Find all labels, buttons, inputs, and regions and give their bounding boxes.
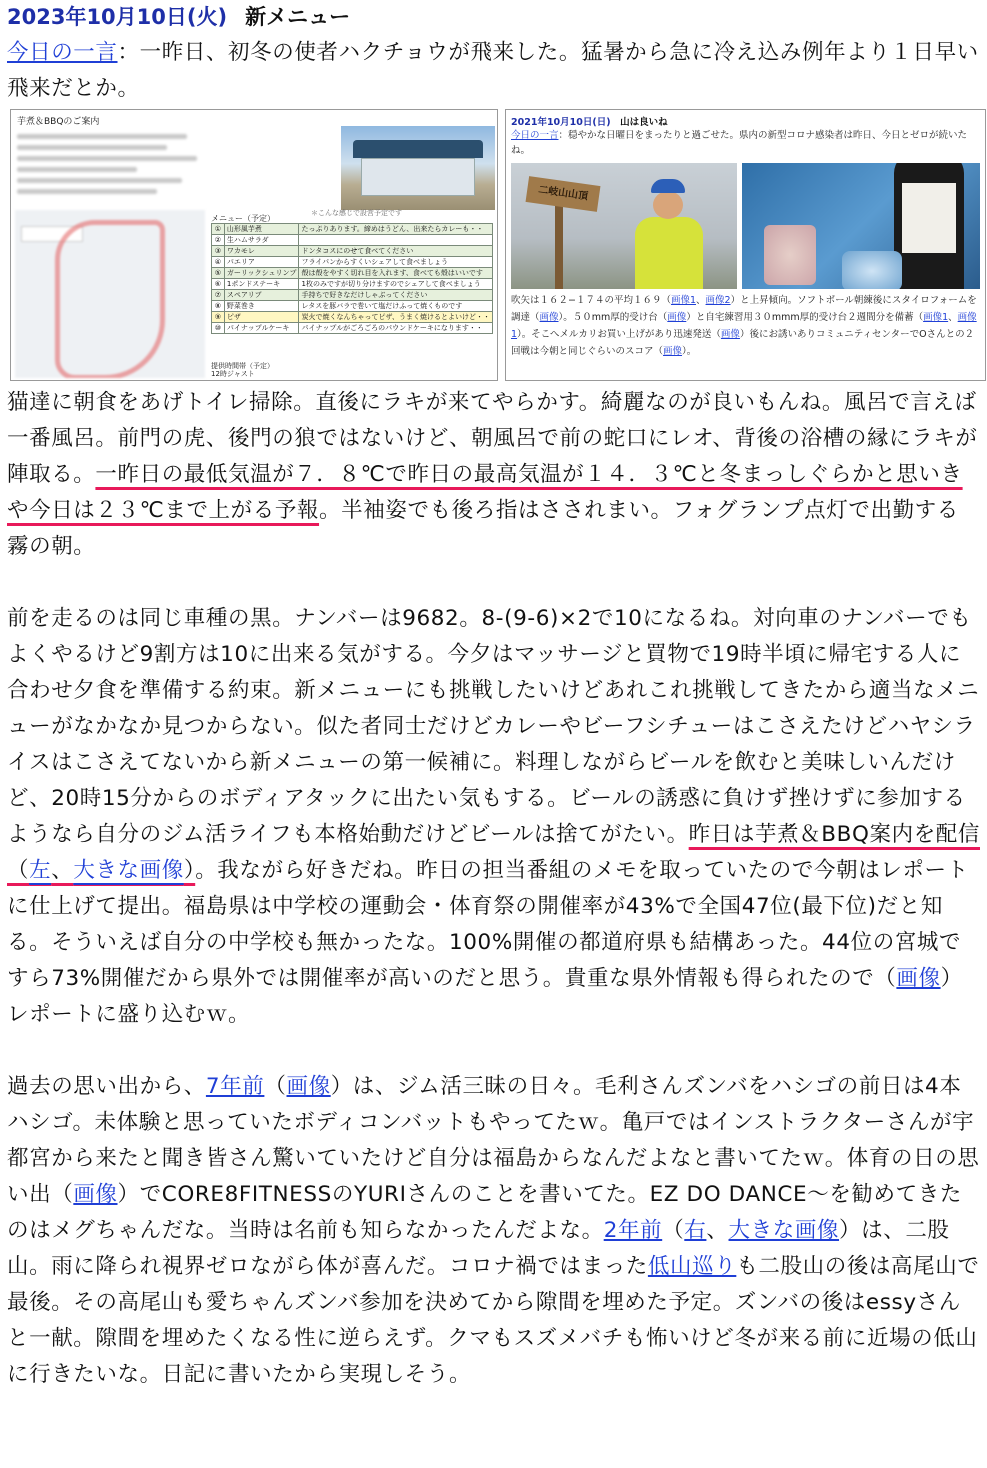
setup-note: ＊こんな感じで設営予定です	[311, 209, 402, 217]
paragraph-commute: 前を走るのは同じ車種の黒。ナンバーは9682。8-(9-6)×2で10になるね。対向車のナンバーでもよくやるけど9割方は10に出来る気がする。今夕はマッサージと買物で19時半頃に帰宅する人に合わせ夕食を準備する約束。新メニューにも挑戦したいけどあれこれ挑戦してきたから適当なメニューがなかなか見つからない。似た者同士だけどカレーやビーフシチューはこさえたけどハヤシライスはこさえてないから新メニューの第一候補に。料理しながらビールを飲むと美味しいんだけど、20時15分からのボディアタックに出たい気もする。ビールの誘惑に負けず挫けずに参加するようなら自分のジム活ライフも本格始動だけどビールは捨てがたい。昨日は芋煮＆BBQ案内を配信（左、大きな画像）。我ながら好きだね。昨日の担当番組のメモを取っていたので今朝はレポートに仕上げて提出。福島県は中学校の運動会・体育祭の開催率が43%で全国47位(最下位)だと知る。そういえば自分の中学校も無かったな。100%開催の都道府県も結構あった。44位の宮城ですら73%開催だから県外では開催率が高いのだと思う。貴重な県外情報も得られたので（画像）レポートに盛り込むｗ。	[7, 606, 980, 1027]
tent-photo	[341, 126, 495, 210]
entry-date: 2023年10月10日(火)	[7, 5, 228, 29]
serving-time: 提供時間帯（予定） 12時ジャスト	[211, 362, 274, 378]
intro-paragraph	[7, 35, 980, 107]
blurred-map	[15, 210, 205, 378]
two-years-ago-link[interactable]: 2年前	[603, 1218, 663, 1243]
seven-years-image-link[interactable]: 画像	[286, 1074, 331, 1099]
mountain-summit-photo	[511, 163, 737, 289]
blurred-details	[17, 128, 207, 198]
menu-row: ⑥ 1ポンドステーキ 1枚のみですが切り分けますのでシェアして食べましょう	[212, 279, 493, 290]
menu-row: ⑧ 野菜巻き レタスを豚バラで巻いて塩だけふって焼くものです	[212, 301, 493, 312]
highlight-bbq: 昨日は芋煮＆BBQ案内を配信（左、大きな画像）	[7, 822, 980, 883]
highlight-weather: 一昨日の最低気温が７．８℃で昨日の最高気温が１４．３℃と冬まっしぐらかと思いきや今日は２３℃まで上がる予報	[7, 462, 963, 523]
summit-sign: 二岐山山頂	[526, 176, 601, 212]
imoni-bbq-invitation-image[interactable]	[10, 109, 498, 381]
images-row	[7, 109, 980, 383]
past-entry-image[interactable]	[505, 109, 986, 381]
menu-row: ③ ワカモレ ドンタコスにのせて食べてください	[212, 246, 493, 257]
low-mountain-link[interactable]: 低山巡り	[647, 1254, 737, 1279]
large-image-link[interactable]: 大きな画像	[73, 858, 184, 883]
report-image-link[interactable]: 画像	[896, 966, 941, 991]
sake-glasses-photo	[742, 163, 980, 289]
invitation-title: 芋煮＆BBQのご案内	[17, 117, 100, 127]
large-image-link-2[interactable]: 大きな画像	[728, 1218, 840, 1243]
past-entry-body: 吹矢は１６２−１７４の平均１６９（画像1、画像2）と上昇傾向。ソフトボール朝練後にスタイロフォームを調達（画像）。５０mm厚的受け台（画像）と自宅練習用３０mmm厚的受け台２週間分を備蓄（画像1、画像1）。そこへメルカリお買い上げがあり迅速発送（画像）後にお誘いありコミュニティセンターでOさんとの２回戦は今朝と同じぐらいのスコア（画像）。	[511, 295, 977, 357]
menu-row: ⑩ パイナップルケーキ パイナップルがごろごろのパウンドケーキになります・・	[212, 323, 493, 334]
menu-row: ⑤ ガーリックシュリンプ 殻は殻をやすく切れ目を入れます、食べても殻はいいです	[212, 268, 493, 279]
menu-row: ⑨ ピザ 炭火で焼くなんちゃってピザ、うまく焼けるとよいけど・・	[212, 312, 493, 323]
menu-row: ④ パエリア フライパンからすくいシェアして食べましょう	[212, 257, 493, 268]
entry-title: 新メニュー	[245, 5, 351, 29]
entry-header	[7, 0, 980, 35]
menu-row: ⑦ スペアリブ 手持ちで好きなだけしゃぶってください	[212, 290, 493, 301]
right-image-link[interactable]: 右	[684, 1218, 707, 1243]
menu-table	[211, 223, 493, 334]
paragraph-memories: 過去の思い出から、7年前（画像）は、ジム活三昧の日々。毛利さんズンバをハシゴの前日は4本ハシゴ。未体験と思っていたボディコンバットもやってたｗ。亀戸ではインストラクターさんが宇都宮から来たと聞き皆さん驚いていたけど自分は福島からなんだよなと書いてたｗ。体育の日の思い出（画像）でCORE8FITNESSのYURIさんのことを書いてた。EZ DO DANCE〜を勧めてきたのはメグちゃんだな。当時は名前も知らなかったんだよな。2年前（右、大きな画像）は、二股山。雨に降られ視界ゼロながら体が喜んだ。コロナ禍ではまった低山巡りも二股山の後は高尾山で最後。その高尾山も愛ちゃんズンバ参加を決めてから隙間を埋めた予定。ズンバの後はessyさんと一献。隙間を埋めたくなる性に逆らえず。クマもスズメバチも怖いけど冬が来る前に近場の低山に行きたいな。日記に書いたから実現しそう。	[7, 1074, 980, 1387]
left-image-link[interactable]: 左	[29, 858, 52, 883]
paragraph-morning: 猫達に朝食をあげトイレ掃除。直後にラキが来てやらかす。綺麗なのが良いもんね。風呂で言えば一番風呂。前門の虎、後門の狼ではないけど、朝風呂で前の蛇口にレオ、背後の浴槽の縁にラキが陣取る。一昨日の最低気温が７．８℃で昨日の最高気温が１４．３℃と冬まっしぐらかと思いきや今日は２３℃まで上がる予報。半袖姿でも後ろ指はさされまい。フォグランプ点灯で出勤する霧の朝。	[7, 390, 978, 559]
past-entry-header: 2021年10月10日(日) 山は良いね	[511, 117, 668, 128]
sports-day-image-link[interactable]: 画像	[73, 1182, 118, 1207]
seven-years-ago-link[interactable]: 7年前	[205, 1074, 265, 1099]
menu-row: ① 山形風芋煮 たっぷりあります。締めはうどん、出来たらカレーも・・	[212, 224, 493, 235]
menu-caption: メニュー（予定）	[211, 214, 275, 223]
past-entry-intro: 今日の一言：穏やかな日曜日をまったりと過ごせた。県内の新型コロナ感染者は昨日、今日とゼロが続いたね。	[511, 130, 968, 156]
intro-text: ：一昨日、初冬の使者ハクチョウが飛来した。猛暑から急に冷え込み例年より１日早い飛来だとか。	[7, 40, 979, 101]
menu-row: ② 生ハムサラダ	[212, 235, 493, 246]
today-word-link[interactable]: 今日の一言	[7, 40, 118, 65]
